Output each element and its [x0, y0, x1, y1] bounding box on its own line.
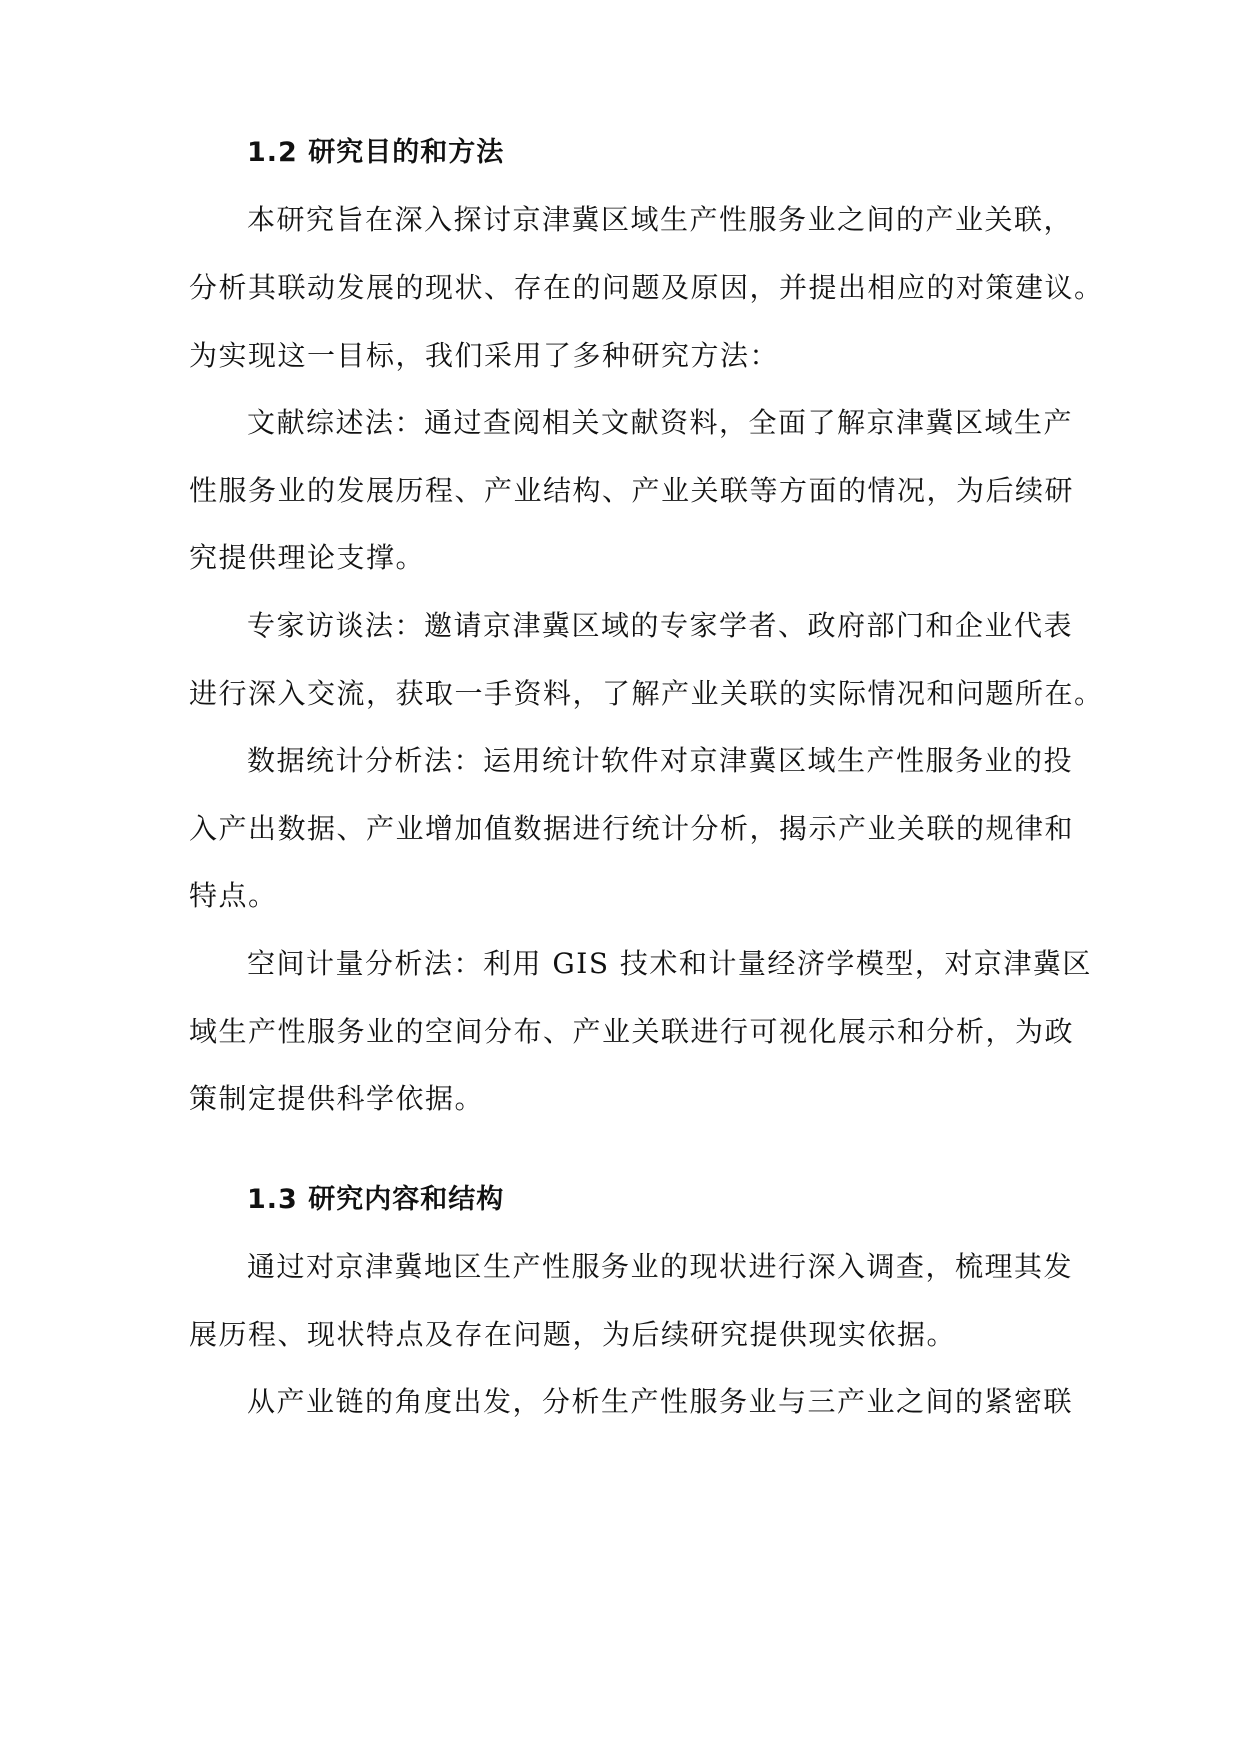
paragraph-line: 进行深入交流，获取一手资料，了解产业关联的实际情况和问题所在。 — [189, 677, 1104, 710]
paragraph-line: 入产出数据、产业增加值数据进行统计分析，揭示产业关联的规律和 — [189, 812, 1075, 845]
paragraph-line: 数据统计分析法：运用统计软件对京津冀区域生产性服务业的投 — [247, 744, 1074, 777]
paragraph-line: 空间计量分析法：利用 GIS 技术和计量经济学模型，对京津冀区 — [247, 947, 1092, 980]
paragraph-line: 特点。 — [189, 879, 278, 912]
paragraph-line: 域生产性服务业的空间分布、产业关联进行可视化展示和分析，为政 — [189, 1015, 1075, 1048]
paragraph-line: 性服务业的发展历程、产业结构、产业关联等方面的情况，为后续研 — [189, 474, 1075, 507]
paragraph-line: 展历程、现状特点及存在问题，为后续研究提供现实依据。 — [189, 1318, 957, 1351]
paragraph-line: 通过对京津冀地区生产性服务业的现状进行深入调查，梳理其发 — [247, 1250, 1074, 1283]
paragraph-line: 分析其联动发展的现状、存在的问题及原因，并提出相应的对策建议。 — [189, 271, 1104, 304]
paragraph-line: 本研究旨在深入探讨京津冀区域生产性服务业之间的产业关联， — [247, 203, 1074, 236]
section-heading-1-2: 1.2 研究目的和方法 — [247, 137, 505, 168]
paragraph-line: 究提供理论支撑。 — [189, 541, 426, 574]
paragraph-line: 从产业链的角度出发，分析生产性服务业与三产业之间的紧密联 — [247, 1385, 1074, 1418]
paragraph-line: 文献综述法：通过查阅相关文献资料，全面了解京津冀区域生产 — [247, 406, 1074, 439]
section-heading-1-3: 1.3 研究内容和结构 — [247, 1184, 505, 1215]
paragraph-line: 为实现这一目标，我们采用了多种研究方法： — [189, 339, 780, 372]
paragraph-line: 专家访谈法：邀请京津冀区域的专家学者、政府部门和企业代表 — [247, 609, 1074, 642]
paragraph-line: 策制定提供科学依据。 — [189, 1082, 485, 1115]
